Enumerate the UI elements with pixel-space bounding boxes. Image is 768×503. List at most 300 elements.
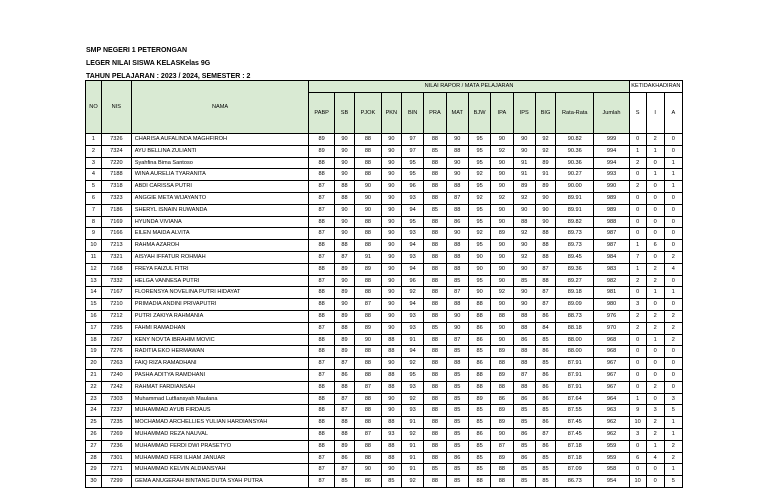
cell-bin: 92: [401, 476, 423, 488]
cell-pra: 88: [424, 134, 446, 146]
cell-absence-s: 0: [629, 192, 646, 204]
cell-rata-rata: 88.00: [556, 346, 594, 358]
cell-ipa: 89: [491, 452, 513, 464]
cell-no: 1: [86, 134, 102, 146]
cell-big: 87: [535, 287, 555, 299]
cell-rata-rata: 90.36: [556, 157, 594, 169]
cell-ips: 88: [513, 381, 535, 393]
header-absence-i: I: [646, 93, 664, 134]
cell-mat: 85: [446, 393, 468, 405]
cell-rata-rata: 87.45: [556, 417, 594, 429]
cell-ipa: 90: [491, 216, 513, 228]
cell-absence-i: 1: [646, 440, 664, 452]
cell-rata-rata: 87.64: [556, 393, 594, 405]
cell-pjok: 88: [355, 240, 382, 252]
cell-big: 92: [535, 145, 555, 157]
cell-absence-a: 1: [664, 464, 682, 476]
cell-nama: SHERYL ISNAIN RUWANDA: [131, 204, 309, 216]
cell-jumlah: 967: [594, 369, 629, 381]
cell-absence-a: 3: [664, 393, 682, 405]
cell-mat: 87: [446, 334, 468, 346]
cell-mat: 88: [446, 263, 468, 275]
header-subject-pra: PRA: [424, 93, 446, 134]
cell-rata-rata: 88.00: [556, 334, 594, 346]
table-row: [86, 299, 683, 311]
cell-mat: 86: [446, 452, 468, 464]
cell-ipa: 90: [491, 275, 513, 287]
cell-jumlah: 964: [594, 393, 629, 405]
cell-no: 4: [86, 169, 102, 181]
header-nis: NIS: [101, 81, 131, 134]
cell-absence-a: 1: [664, 181, 682, 193]
cell-pra: 85: [424, 145, 446, 157]
cell-bin: 95: [401, 157, 423, 169]
header-subject-pjok: PJOK: [355, 93, 382, 134]
cell-ips: 87: [513, 369, 535, 381]
table-row: [86, 381, 683, 393]
cell-pjok: 88: [355, 216, 382, 228]
cell-ipa: 86: [491, 393, 513, 405]
cell-absence-i: 2: [646, 428, 664, 440]
cell-big: 86: [535, 310, 555, 322]
cell-absence-s: 1: [629, 263, 646, 275]
grades-ledger-table: [85, 80, 683, 488]
cell-rata-rata: 89.36: [556, 263, 594, 275]
cell-big: 84: [535, 322, 555, 334]
cell-big: 85: [535, 452, 555, 464]
cell-pabp: 88: [309, 440, 335, 452]
cell-nis: 7236: [101, 440, 131, 452]
cell-pra: 88: [424, 369, 446, 381]
cell-nis: 7237: [101, 405, 131, 417]
cell-absence-a: 2: [664, 452, 682, 464]
cell-jumlah: 962: [594, 428, 629, 440]
cell-bjw: 95: [468, 145, 490, 157]
cell-big: 86: [535, 440, 555, 452]
cell-nama: RAHMA AZAROH: [131, 240, 309, 252]
cell-bjw: 90: [468, 263, 490, 275]
cell-ipa: 90: [491, 181, 513, 193]
cell-sb: 87: [334, 251, 354, 263]
cell-absence-a: 0: [664, 299, 682, 311]
cell-pra: 85: [424, 322, 446, 334]
cell-big: 85: [535, 405, 555, 417]
cell-bin: 94: [401, 299, 423, 311]
table-row: [86, 192, 683, 204]
cell-nis: 7213: [101, 240, 131, 252]
cell-nama: KENY NOVTA IBRAHIM MOVIC: [131, 334, 309, 346]
cell-absence-i: 1: [646, 169, 664, 181]
table-row: [86, 464, 683, 476]
cell-bjw: 85: [468, 452, 490, 464]
cell-big: 92: [535, 134, 555, 146]
cell-mat: 88: [446, 299, 468, 311]
cell-pabp: 88: [309, 417, 335, 429]
cell-absence-s: 10: [629, 476, 646, 488]
cell-ipa: 92: [491, 192, 513, 204]
cell-pabp: 88: [309, 169, 335, 181]
header-absence-a: A: [664, 93, 682, 134]
cell-jumlah: 983: [594, 263, 629, 275]
cell-absence-a: 2: [664, 440, 682, 452]
cell-pkn: 88: [381, 440, 401, 452]
cell-pabp: 88: [309, 334, 335, 346]
cell-absence-s: 0: [629, 134, 646, 146]
cell-absence-s: 0: [629, 464, 646, 476]
document-header: [86, 44, 250, 83]
cell-absence-i: 6: [646, 240, 664, 252]
cell-nama: FAIQ RIZA RAMADHANI: [131, 358, 309, 370]
cell-absence-i: 2: [646, 322, 664, 334]
cell-mat: 85: [446, 369, 468, 381]
cell-absence-a: 0: [664, 204, 682, 216]
cell-absence-a: 1: [664, 417, 682, 429]
cell-ips: 90: [513, 145, 535, 157]
cell-no: 16: [86, 310, 102, 322]
cell-no: 15: [86, 299, 102, 311]
cell-nama: MUHAMMAD KELVIN ALDIANSYAH: [131, 464, 309, 476]
cell-ips: 90: [513, 134, 535, 146]
cell-pkn: 90: [381, 145, 401, 157]
cell-bjw: 86: [468, 428, 490, 440]
cell-pabp: 87: [309, 228, 335, 240]
cell-pra: 88: [424, 169, 446, 181]
cell-big: 85: [535, 334, 555, 346]
cell-pabp: 88: [309, 240, 335, 252]
cell-rata-rata: 87.91: [556, 381, 594, 393]
cell-absence-s: 1: [629, 240, 646, 252]
cell-bin: 94: [401, 240, 423, 252]
cell-jumlah: 980: [594, 299, 629, 311]
cell-big: 86: [535, 393, 555, 405]
cell-jumlah: 958: [594, 464, 629, 476]
cell-sb: 88: [334, 240, 354, 252]
cell-rata-rata: 86.73: [556, 476, 594, 488]
cell-ipa: 88: [491, 310, 513, 322]
cell-absence-i: 4: [646, 452, 664, 464]
cell-absence-a: 0: [664, 145, 682, 157]
cell-pjok: 89: [355, 322, 382, 334]
cell-bjw: 86: [468, 334, 490, 346]
cell-sb: 88: [334, 381, 354, 393]
cell-rata-rata: 89.91: [556, 192, 594, 204]
cell-pra: 88: [424, 287, 446, 299]
cell-pkn: 90: [381, 299, 401, 311]
cell-nis: 7235: [101, 417, 131, 429]
cell-ips: 85: [513, 440, 535, 452]
cell-bjw: 88: [468, 476, 490, 488]
cell-pra: 88: [424, 275, 446, 287]
cell-nama: ANGGIE META WIJAYANTO: [131, 192, 309, 204]
cell-bjw: 89: [468, 393, 490, 405]
cell-rata-rata: 87.91: [556, 369, 594, 381]
cell-ips: 88: [513, 358, 535, 370]
cell-bin: 93: [401, 405, 423, 417]
cell-pkn: 90: [381, 228, 401, 240]
cell-absence-i: 0: [646, 464, 664, 476]
cell-jumlah: 994: [594, 157, 629, 169]
cell-bjw: 90: [468, 287, 490, 299]
cell-sb: 90: [334, 216, 354, 228]
cell-no: 25: [86, 417, 102, 429]
cell-pjok: 89: [355, 263, 382, 275]
cell-pjok: 88: [355, 440, 382, 452]
cell-bjw: 85: [468, 417, 490, 429]
cell-nama: MOCHAMAD ARCHELLIES YULIAN HARDIANSYAH: [131, 417, 309, 429]
cell-ipa: 90: [491, 169, 513, 181]
cell-sb: 88: [334, 192, 354, 204]
cell-pkn: 90: [381, 405, 401, 417]
cell-ips: 90: [513, 240, 535, 252]
cell-big: 85: [535, 358, 555, 370]
cell-bjw: 85: [468, 464, 490, 476]
cell-pabp: 89: [309, 145, 335, 157]
cell-pjok: 91: [355, 251, 382, 263]
cell-pjok: 87: [355, 381, 382, 393]
cell-absence-i: 0: [646, 157, 664, 169]
cell-pabp: 87: [309, 275, 335, 287]
cell-absence-a: 0: [664, 134, 682, 146]
cell-sb: 89: [334, 310, 354, 322]
cell-ipa: 90: [491, 240, 513, 252]
cell-ipa: 90: [491, 428, 513, 440]
cell-mat: 86: [446, 216, 468, 228]
table-row: [86, 428, 683, 440]
cell-pjok: 90: [355, 192, 382, 204]
cell-rata-rata: 90.82: [556, 134, 594, 146]
cell-jumlah: 989: [594, 204, 629, 216]
cell-pkn: 90: [381, 169, 401, 181]
cell-absence-s: 1: [629, 393, 646, 405]
cell-absence-s: 0: [629, 169, 646, 181]
cell-nama: FAHMI RAMADHAN: [131, 322, 309, 334]
cell-mat: 90: [446, 228, 468, 240]
cell-absence-a: 0: [664, 346, 682, 358]
cell-sb: 90: [334, 228, 354, 240]
cell-bin: 92: [401, 393, 423, 405]
cell-nis: 7166: [101, 228, 131, 240]
cell-absence-s: 2: [629, 310, 646, 322]
cell-jumlah: 988: [594, 216, 629, 228]
cell-pra: 88: [424, 216, 446, 228]
cell-bjw: 85: [468, 346, 490, 358]
cell-ipa: 92: [491, 287, 513, 299]
cell-big: 88: [535, 275, 555, 287]
cell-big: 89: [535, 181, 555, 193]
table-row: [86, 393, 683, 405]
cell-pra: 88: [424, 192, 446, 204]
cell-nis: 7332: [101, 275, 131, 287]
cell-bin: 93: [401, 251, 423, 263]
cell-pabp: 88: [309, 299, 335, 311]
cell-nis: 7324: [101, 145, 131, 157]
cell-absence-s: 10: [629, 417, 646, 429]
cell-mat: 88: [446, 204, 468, 216]
cell-absence-i: 0: [646, 204, 664, 216]
cell-rata-rata: 89.91: [556, 204, 594, 216]
cell-jumlah: 959: [594, 452, 629, 464]
cell-ipa: 90: [491, 334, 513, 346]
cell-no: 28: [86, 452, 102, 464]
cell-absence-i: 0: [646, 216, 664, 228]
cell-bin: 93: [401, 310, 423, 322]
cell-pkn: 90: [381, 181, 401, 193]
cell-absence-a: 2: [664, 322, 682, 334]
cell-big: 87: [535, 263, 555, 275]
cell-mat: 85: [446, 476, 468, 488]
cell-no: 23: [86, 393, 102, 405]
cell-nis: 7295: [101, 322, 131, 334]
cell-absence-i: 2: [646, 417, 664, 429]
cell-ipa: 88: [491, 358, 513, 370]
cell-nama: ABDI CARISSA PUTRI: [131, 181, 309, 193]
cell-bjw: 86: [468, 322, 490, 334]
cell-ips: 88: [513, 322, 535, 334]
cell-absence-i: 0: [646, 181, 664, 193]
cell-big: 87: [535, 299, 555, 311]
cell-rata-rata: 87.91: [556, 358, 594, 370]
cell-absence-s: 0: [629, 369, 646, 381]
cell-bin: 91: [401, 464, 423, 476]
cell-mat: 87: [446, 192, 468, 204]
cell-bin: 97: [401, 134, 423, 146]
cell-pabp: 87: [309, 452, 335, 464]
cell-mat: 85: [446, 381, 468, 393]
cell-bin: 93: [401, 322, 423, 334]
cell-bin: 94: [401, 263, 423, 275]
cell-pabp: 88: [309, 381, 335, 393]
cell-nama: RADITIA EKO HERMAWAN: [131, 346, 309, 358]
cell-absence-a: 0: [664, 369, 682, 381]
cell-nis: 7240: [101, 369, 131, 381]
cell-rata-rata: 90.36: [556, 145, 594, 157]
cell-bin: 93: [401, 228, 423, 240]
cell-ips: 90: [513, 287, 535, 299]
cell-jumlah: 962: [594, 417, 629, 429]
cell-mat: 85: [446, 417, 468, 429]
cell-jumlah: 976: [594, 310, 629, 322]
header-subject-bjw: BJW: [468, 93, 490, 134]
cell-pjok: 88: [355, 417, 382, 429]
cell-pra: 88: [424, 393, 446, 405]
cell-pkn: 90: [381, 393, 401, 405]
header-subject-mat: MAT: [446, 93, 468, 134]
cell-pra: 88: [424, 251, 446, 263]
cell-nama: MUHAMMAD REZA NAUVAL: [131, 428, 309, 440]
header-subject-ipa: IPA: [491, 93, 513, 134]
header-rata-rata: Rata-Rata: [556, 93, 594, 134]
cell-nis: 7299: [101, 476, 131, 488]
cell-pkn: 88: [381, 417, 401, 429]
cell-rata-rata: 90.27: [556, 169, 594, 181]
cell-sb: 86: [334, 369, 354, 381]
cell-pabp: 88: [309, 157, 335, 169]
cell-absence-i: 1: [646, 145, 664, 157]
table-row: [86, 310, 683, 322]
header-ketidakhadiran-group: KETIDAKHADIRAN: [629, 81, 682, 93]
cell-nama: AISYAH IFFATUR ROHMAH: [131, 251, 309, 263]
cell-bjw: 95: [468, 181, 490, 193]
cell-absence-i: 0: [646, 476, 664, 488]
cell-absence-i: 2: [646, 310, 664, 322]
header-nilai-rapor-group: NILAI RAPOR / MATA PELAJARAN: [309, 81, 629, 93]
cell-ips: 90: [513, 263, 535, 275]
cell-ips: 86: [513, 452, 535, 464]
cell-sb: 89: [334, 334, 354, 346]
cell-no: 18: [86, 334, 102, 346]
cell-nis: 7326: [101, 134, 131, 146]
cell-big: 91: [535, 169, 555, 181]
table-row: [86, 204, 683, 216]
table-row: [86, 322, 683, 334]
cell-nis: 7271: [101, 464, 131, 476]
cell-nama: WINA AURELIA TYARANITA: [131, 169, 309, 181]
cell-big: 88: [535, 240, 555, 252]
table-row: [86, 405, 683, 417]
cell-nama: Muhammad Lutfiansyah Maulana: [131, 393, 309, 405]
cell-bjw: 95: [468, 134, 490, 146]
cell-absence-a: 1: [664, 169, 682, 181]
cell-pkn: 85: [381, 476, 401, 488]
cell-rata-rata: 87.45: [556, 428, 594, 440]
cell-bin: 91: [401, 417, 423, 429]
cell-big: 88: [535, 251, 555, 263]
cell-jumlah: 959: [594, 440, 629, 452]
cell-nama: RAHMAT FARDIANSAH: [131, 381, 309, 393]
cell-pabp: 87: [309, 476, 335, 488]
cell-pra: 85: [424, 464, 446, 476]
cell-mat: 90: [446, 134, 468, 146]
cell-ipa: 87: [491, 440, 513, 452]
cell-sb: 88: [334, 322, 354, 334]
table-row: [86, 287, 683, 299]
cell-bin: 92: [401, 428, 423, 440]
table-row: [86, 134, 683, 146]
cell-no: 12: [86, 263, 102, 275]
cell-absence-a: 0: [664, 240, 682, 252]
cell-bjw: 92: [468, 228, 490, 240]
cell-pkn: 90: [381, 263, 401, 275]
cell-absence-s: 0: [629, 381, 646, 393]
cell-no: 22: [86, 381, 102, 393]
cell-pabp: 88: [309, 346, 335, 358]
cell-absence-a: 4: [664, 263, 682, 275]
cell-big: 85: [535, 476, 555, 488]
table-row: [86, 417, 683, 429]
cell-nama: HELGA VANNESA PUTRI: [131, 275, 309, 287]
cell-pkn: 90: [381, 204, 401, 216]
cell-ips: 89: [513, 181, 535, 193]
cell-bin: 95: [401, 216, 423, 228]
cell-pra: 88: [424, 263, 446, 275]
cell-bjw: 88: [468, 369, 490, 381]
cell-no: 3: [86, 157, 102, 169]
cell-pkn: 88: [381, 369, 401, 381]
cell-ips: 86: [513, 334, 535, 346]
cell-bjw: 86: [468, 358, 490, 370]
cell-sb: 90: [334, 169, 354, 181]
cell-big: 89: [535, 157, 555, 169]
cell-pjok: 88: [355, 310, 382, 322]
cell-jumlah: 987: [594, 240, 629, 252]
cell-absence-s: 0: [629, 216, 646, 228]
cell-pabp: 87: [309, 181, 335, 193]
cell-no: 20: [86, 358, 102, 370]
table-row: [86, 251, 683, 263]
cell-nama: MUHAMMAD FERI ILHAM JANUAR: [131, 452, 309, 464]
cell-pra: 85: [424, 204, 446, 216]
cell-big: 86: [535, 346, 555, 358]
